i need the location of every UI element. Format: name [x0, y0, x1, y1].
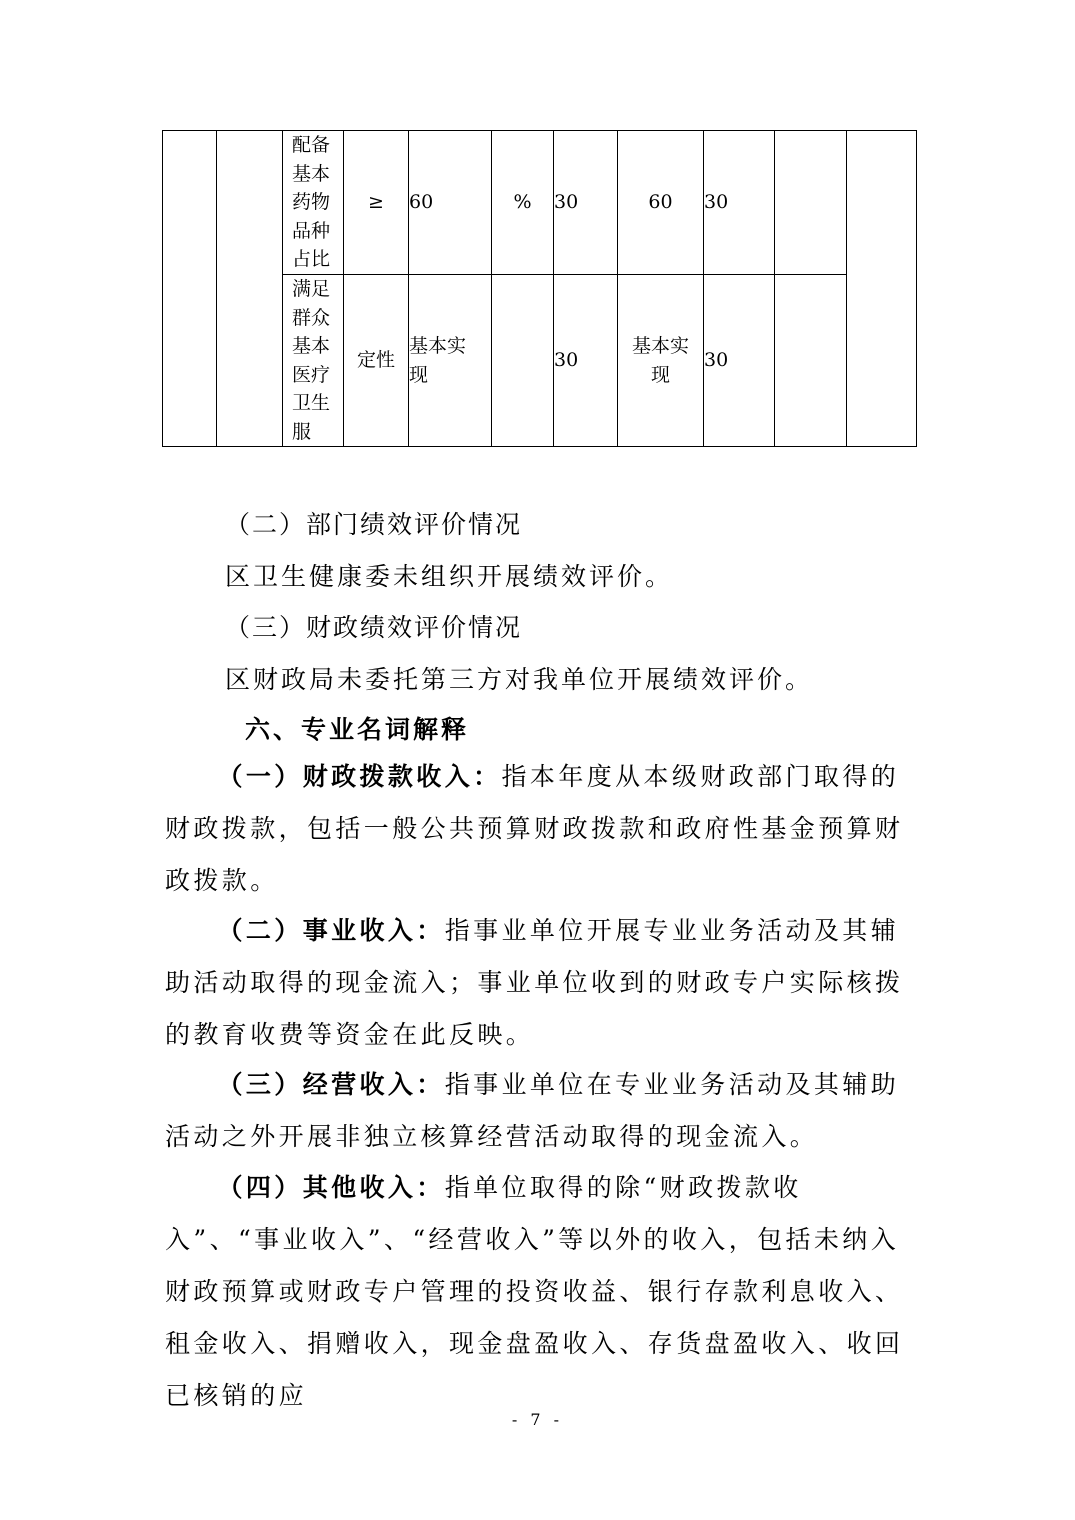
actual-value-cell: 60 — [618, 131, 704, 275]
term-label: （一）财政拨款收入： — [217, 762, 502, 791]
term-paragraph — [165, 1059, 911, 1163]
fin-eval-heading: （三）财政绩效评价情况 — [225, 613, 523, 642]
table-cell-blank — [847, 131, 917, 447]
fin-eval-text: 区财政局未委托第三方对我单位开展绩效评价。 — [225, 665, 814, 694]
table-cell-blank — [217, 131, 283, 447]
target-value-cell: 60 — [409, 131, 492, 275]
indicator-name-cell: 配备基本药物品种占比 — [283, 131, 344, 275]
score-cell: 30 — [704, 131, 775, 275]
actual-value-cell: 基本实现 — [618, 275, 704, 447]
note-cell — [775, 131, 847, 275]
table-cell-blank — [163, 131, 217, 447]
terms-heading: 六、专业名词解释 — [245, 715, 470, 744]
note-cell — [775, 275, 847, 447]
term-paragraph — [165, 751, 911, 907]
term-label: （二）事业收入： — [217, 916, 445, 945]
weight-cell: 30 — [554, 131, 618, 275]
term-paragraph — [165, 1162, 911, 1422]
target-value-cell: 基本实现 — [409, 275, 492, 447]
page-number: - 7 - — [511, 1410, 564, 1429]
unit-cell — [492, 275, 554, 447]
term-definition: 指本年度从本级财政部门取得的财政拨款，包括一般公共预算财政拨款和政府性基金预算财政拨款。 — [165, 762, 904, 895]
term-definition: 指单位取得的除“财政拨款收入”、“事业收入”、“经营收入”等以外的收入，包括未纳入财政预算或财政专户管理的投资收益、银行存款利息收入、租金收入、捐赠收入，现金盘盈收入、存货盘盈收入、收回已核销的应 — [165, 1173, 904, 1410]
unit-cell: % — [492, 131, 554, 275]
table-row — [163, 131, 917, 275]
term-label: （三）经营收入： — [217, 1070, 445, 1099]
operator-cell: ≥ — [344, 131, 409, 275]
weight-cell: 30 — [554, 275, 618, 447]
dept-eval-text: 区卫生健康委未组织开展绩效评价。 — [225, 562, 674, 591]
score-cell: 30 — [704, 275, 775, 447]
dept-eval-heading: （二）部门绩效评价情况 — [225, 510, 523, 539]
term-definition: 指事业单位开展专业业务活动及其辅助活动取得的现金流入；事业单位收到的财政专户实际核拨的教育收费等资金在此反映。 — [165, 916, 904, 1049]
indicator-name-cell: 满足群众基本医疗卫生服 — [283, 275, 344, 447]
term-paragraph — [165, 905, 911, 1061]
performance-indicator-table — [162, 130, 917, 447]
operator-cell: 定性 — [344, 275, 409, 447]
term-definition: 指事业单位在专业业务活动及其辅助活动之外开展非独立核算经营活动取得的现金流入。 — [165, 1070, 900, 1151]
term-label: （四）其他收入： — [217, 1173, 445, 1202]
